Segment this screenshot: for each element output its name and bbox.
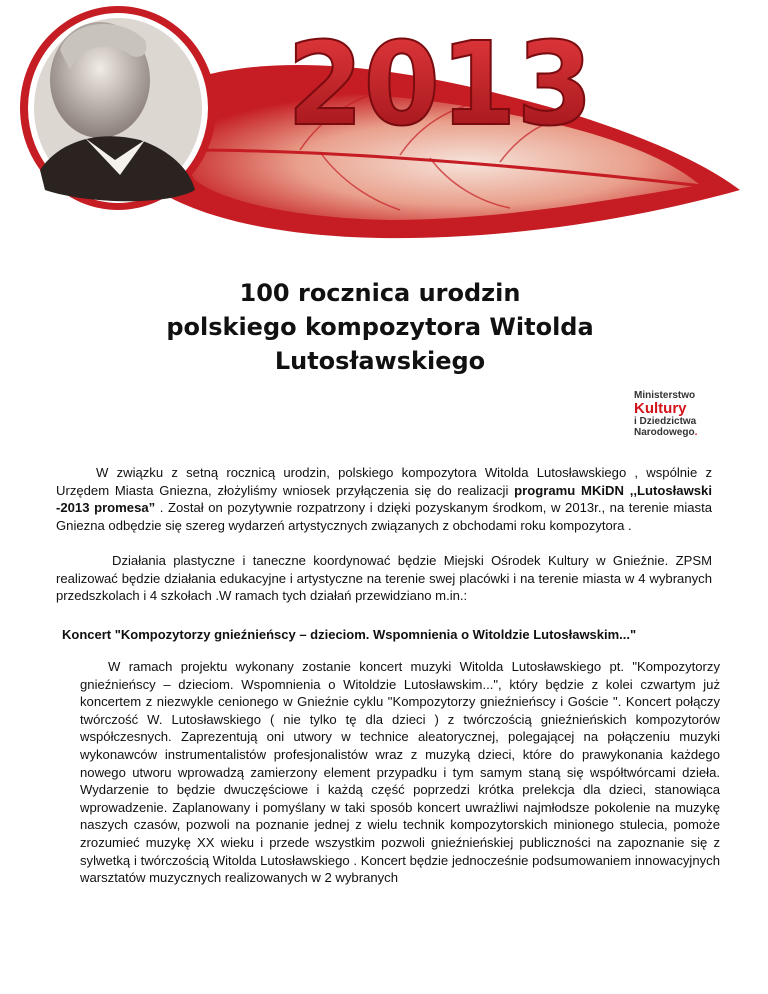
paragraph-text: W związku z setną rocznicą urodzin, polskiego kompozytora Witolda Lutosławskiego , wspólnie z Urzędem Miasta Gniezna, złożyliśmy wniosek przyłączenia się do realizacji bbox=[56, 465, 712, 498]
header-banner bbox=[0, 0, 768, 240]
year-text: 2013 bbox=[286, 16, 594, 152]
title-line: Lutosławskiego bbox=[274, 347, 486, 375]
ministry-logo-dot: . bbox=[694, 427, 698, 438]
paragraph-text: . Został on pozytywnie rozpatrzony i dzięki pozyskanym środkom, w 2013r., na terenie miasta Gniezna odbędzie się szereg wydarzeń artystycznych związanych z obchodami roku kompozytora . bbox=[56, 500, 712, 533]
paragraph-text: Działania plastyczne i taneczne koordynować będzie Miejski Ośrodek Kultury w Gnieźnie. ZPSM realizować będzie działania edukacyjne i artystyczne na terenie swej placówki i na terenie miasta w 4 wybranych przedszkolach i 4 szkołach .W ramach tych działań przewidziano m.in.: bbox=[56, 553, 712, 604]
title-line: 100 rocznica urodzin bbox=[239, 279, 521, 307]
composer-portrait-icon bbox=[20, 6, 216, 210]
section-heading: Koncert "Kompozytorzy gnieźnieńscy – dzieciom. Wspomnienia o Witoldzie Lutosławskim..." bbox=[62, 627, 637, 642]
ministry-logo-line: Kultury bbox=[634, 400, 687, 417]
title-line: polskiego kompozytora Witolda bbox=[166, 313, 594, 341]
page-title bbox=[140, 276, 620, 378]
paragraph-activities bbox=[56, 552, 712, 605]
ministry-logo-line bbox=[634, 427, 714, 438]
ministry-logo-line: i Dziedzictwa bbox=[634, 416, 697, 427]
paragraph-text: W ramach projektu wykonany zostanie koncert muzyki Witolda Lutosławskiego pt. "Kompozytorzy gnieźnieńscy – dzieciom. Wspomnienia o Witoldzie Lutosławskim...", który będzie z kolei czwartym już koncertem z niezwykle cenionego w Gnieźnie cyklu "Kompozytorzy gnieźnieńscy i Goście ". Koncert połączy twórczość W. Lutosławskiego ( nie tylko tę dla dzieci ) z twórczością gnieźnieńskich kompozytorów współczesnych. Zaprezentują oni utwory w technice aleatorycznej, polegającej na połączeniu muzyki wykonawców instrumentalistów profesjonalistów wraz z muzyką dzieci, które do prawykonania każdego nowego utworu wprowadzą zamierzony element przypadku i tym samym staną się współtwórcami dzieła. Wydarzenie to będzie dwuczęściowe i każdą część poprzedzi krótka prelekcja dla dzieci, stanowiąca wprowadzenie. Zaplanowany i pomyślany w taki sposób koncert uwrażliwi najmłodsze pokolenie na muzykę naszych czasów, pozwoli na poznanie jednej z wielu technik kompozytorskich minionego stulecia, pomoże zrozumieć muzykę XX wieku i przede wszystkim pozwoli gnieźnieńskiej publiczności na zapoznanie się z sylwetką i twórczością Witolda Lutosławskiego . Koncert będzie jednocześnie podsumowaniem innowacyjnych warsztatów muzycznych realizowanych w 2 wybranych bbox=[80, 659, 720, 886]
ministry-logo-word: Narodowego bbox=[634, 427, 695, 438]
ministry-logo-line: Ministerstwo bbox=[634, 390, 696, 401]
paragraph-intro bbox=[56, 464, 712, 534]
program-name: programu MKiDN ,,Lutosławski -2013 promesa” bbox=[56, 482, 712, 516]
paragraph-concert bbox=[80, 658, 720, 887]
ministry-logo bbox=[634, 390, 714, 438]
